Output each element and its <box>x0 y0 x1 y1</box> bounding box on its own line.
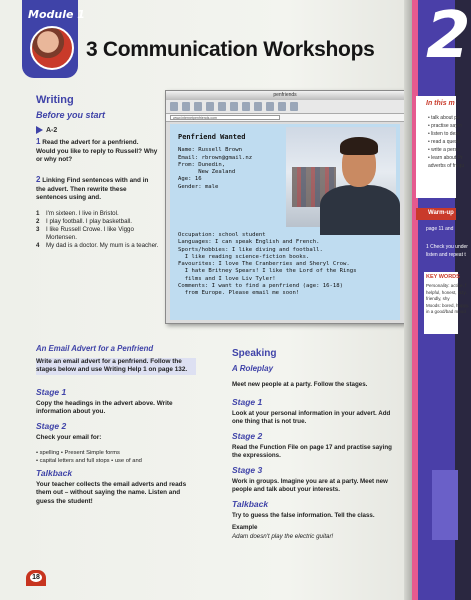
page-number: 18 <box>32 574 40 581</box>
email-advert-heading: An Email Advert for a Penfriend <box>36 344 154 353</box>
writing-talkback-text: Your teacher collects the email adverts and reads them out – without saying the name. Listen and guess the student! <box>36 481 187 505</box>
speaking-talkback-heading: Talkback <box>232 499 269 509</box>
play-icon <box>36 126 43 134</box>
penfriend-photo <box>286 127 396 227</box>
objective-item: • talk about pe <box>428 115 460 121</box>
item-number: 3 <box>36 226 40 233</box>
warmup-line: listen and repeat t <box>426 252 466 258</box>
advert-details <box>178 232 396 298</box>
back-icon[interactable] <box>170 102 178 111</box>
browser-toolbar <box>166 100 404 114</box>
check-item: • spelling • Present Simple forms <box>36 450 120 456</box>
check-item: • capital letters and full stops • use of and <box>36 458 142 464</box>
module-photo <box>30 26 74 70</box>
checklist-box <box>432 470 458 540</box>
advert-comments: Comments: I want to find a penfriend (age: 16-18) <box>178 283 344 290</box>
photo-person-hair <box>340 137 378 155</box>
advert-favourites-cont: I hate Britney Spears! I like the Lord of the Rings <box>178 268 357 275</box>
writing-talkback-heading: Talkback <box>36 468 73 478</box>
exercise-2 <box>36 176 158 203</box>
advert-name: Name: Russell Brown <box>178 147 242 154</box>
keyword-line: Moods: bored, happy, <box>426 302 470 308</box>
example-label: Example <box>232 524 258 531</box>
objective-item: • practise sayin <box>428 123 462 129</box>
cd-track-label: A-2 <box>46 126 58 134</box>
history-icon[interactable] <box>254 102 262 111</box>
objective-item: • read a questi <box>428 139 461 145</box>
keyword-line: in a good/bad mood <box>426 309 466 314</box>
writing-stage-1-text: Copy the headings in the advert above. Write information about you. <box>36 400 173 416</box>
writing-stage-2-heading: Stage 2 <box>36 421 67 431</box>
keyword-line: friendly, shy <box>426 296 450 301</box>
browser-window <box>165 90 405 324</box>
next-module-number: 2 <box>426 0 471 73</box>
advert-occupation: Occupation: school student <box>178 232 266 238</box>
speaking-stage-1-text: Look at your personal information in your advert. Add one thing that is not true. <box>232 410 391 426</box>
objective-item: adverbs of frequ <box>428 163 465 169</box>
photo-person-body <box>320 185 400 235</box>
speaking-intro: Meet new people at a party. Follow the stages. <box>232 381 368 388</box>
advert-title: Penfriend Wanted <box>178 133 246 141</box>
warmup-heading: Warm-up <box>428 210 454 216</box>
module-label: Module 1 <box>28 8 85 21</box>
email-advert-intro: Write an email advert for a penfriend. Follow the stages below and use Writing Help 1 on page 132. <box>36 358 196 375</box>
browser-title: penfriends <box>166 91 404 100</box>
objective-item: • write a perso <box>428 147 460 153</box>
sentence-list <box>36 210 160 250</box>
advert-languages: Languages: I can speak English and French. <box>178 239 320 246</box>
edit-icon[interactable] <box>290 102 298 111</box>
page-number-tab <box>26 570 46 586</box>
advert-from: From: Dunedin, <box>178 161 226 168</box>
item-text: I play football. I play basketball. <box>46 218 132 225</box>
advert-sports: Sports/hobbies: I like diving and football. <box>178 246 323 253</box>
advert-from-country: New Zealand <box>178 169 236 176</box>
objective-item: • listen to desc <box>428 131 461 137</box>
item-number: 4 <box>36 242 40 249</box>
page-edge-stripe <box>412 0 418 600</box>
list-item <box>36 226 160 242</box>
next-page <box>412 0 471 600</box>
exercise-1-text: Read the advert for a penfriend. Would you like to reply to Russell? Why or why not? <box>36 139 158 164</box>
writing-stage-2-text: Check your email for: <box>36 434 102 441</box>
warmup-line: page 11 and <box>426 226 454 232</box>
search-icon[interactable] <box>230 102 238 111</box>
advert-favourites-cont2: films and I love Liv Tyler! <box>178 275 276 282</box>
speaking-stage-2-heading: Stage 2 <box>232 431 263 441</box>
mail-icon[interactable] <box>266 102 274 111</box>
favorites-icon[interactable] <box>242 102 250 111</box>
exercise-2-text: Linking Find sentences with and in the advert. Then rewrite these sentences using and. <box>36 177 149 202</box>
address-bar <box>166 114 404 122</box>
keyword-line: Personality: active, f <box>426 283 467 288</box>
check-list <box>36 449 206 465</box>
item-number: 1 <box>36 210 40 217</box>
item-text: I'm sixteen. I live in Bristol. <box>46 210 119 217</box>
writing-stage-1-heading: Stage 1 <box>36 387 67 397</box>
objectives-list <box>428 114 465 170</box>
print-icon[interactable] <box>278 102 286 111</box>
cd-track <box>36 126 57 134</box>
keywords-text <box>426 283 470 316</box>
speaking-stage-1-heading: Stage 1 <box>232 397 263 407</box>
list-item <box>36 242 160 250</box>
before-you-start-heading: Before you start <box>36 110 106 120</box>
speaking-stage-3-heading: Stage 3 <box>232 465 263 475</box>
exercise-1 <box>36 138 158 165</box>
exercise-1-number: 1 <box>36 137 41 146</box>
speaking-talkback-text: Try to guess the false information. Tell the class. <box>232 512 375 519</box>
item-number: 2 <box>36 218 40 225</box>
home-icon[interactable] <box>218 102 226 111</box>
advert-email: Email: rbrown@gmail.nz <box>178 154 253 161</box>
roleplay-heading: A Roleplay <box>232 364 274 373</box>
forward-icon[interactable] <box>182 102 190 111</box>
penfriend-advert <box>170 124 400 320</box>
objective-item: • learn about Pr <box>428 155 463 161</box>
item-text: My dad is a doctor. My mum is a teacher. <box>46 242 159 249</box>
advert-comments-cont: from Europe. Please email me soon! <box>178 290 300 297</box>
address-input[interactable]: www.internetpenfriends.com <box>170 115 280 120</box>
stop-icon[interactable] <box>194 102 202 111</box>
objectives-heading: In this m <box>426 100 455 107</box>
example-text: Adam doesn't play the electric guitar! <box>232 533 334 540</box>
keywords-heading: KEY WORDS <box>426 274 460 280</box>
warmup-line: 1 Check you under <box>426 244 468 250</box>
speaking-stage-2-text: Read the Function File on page 17 and practise saying the expressions. <box>232 444 392 460</box>
writing-heading: Writing <box>36 94 74 106</box>
list-item <box>36 210 160 218</box>
speaking-heading: Speaking <box>232 348 277 359</box>
keyword-line: helpful, honest, lazy, <box>426 289 467 295</box>
speaking-stage-3-text: Work in groups. Imagine you are at a party. Meet new people and talk about your interests. <box>232 478 388 494</box>
exercise-2-number: 2 <box>36 175 41 184</box>
advert-age: Age: 16 <box>178 176 202 183</box>
advert-gender: Gender: male <box>178 183 219 190</box>
refresh-icon[interactable] <box>206 102 214 111</box>
page-title: 3 Communication Workshops <box>86 38 375 61</box>
advert-sports-cont: I like reading science-fiction books. <box>178 253 310 260</box>
list-item <box>36 218 160 226</box>
advert-favourites: Favourites: I love The Cranberries and Sheryl Crow. <box>178 261 350 268</box>
item-text: I like Russell Crowe. I like Viggo Mortensen. <box>46 226 134 241</box>
